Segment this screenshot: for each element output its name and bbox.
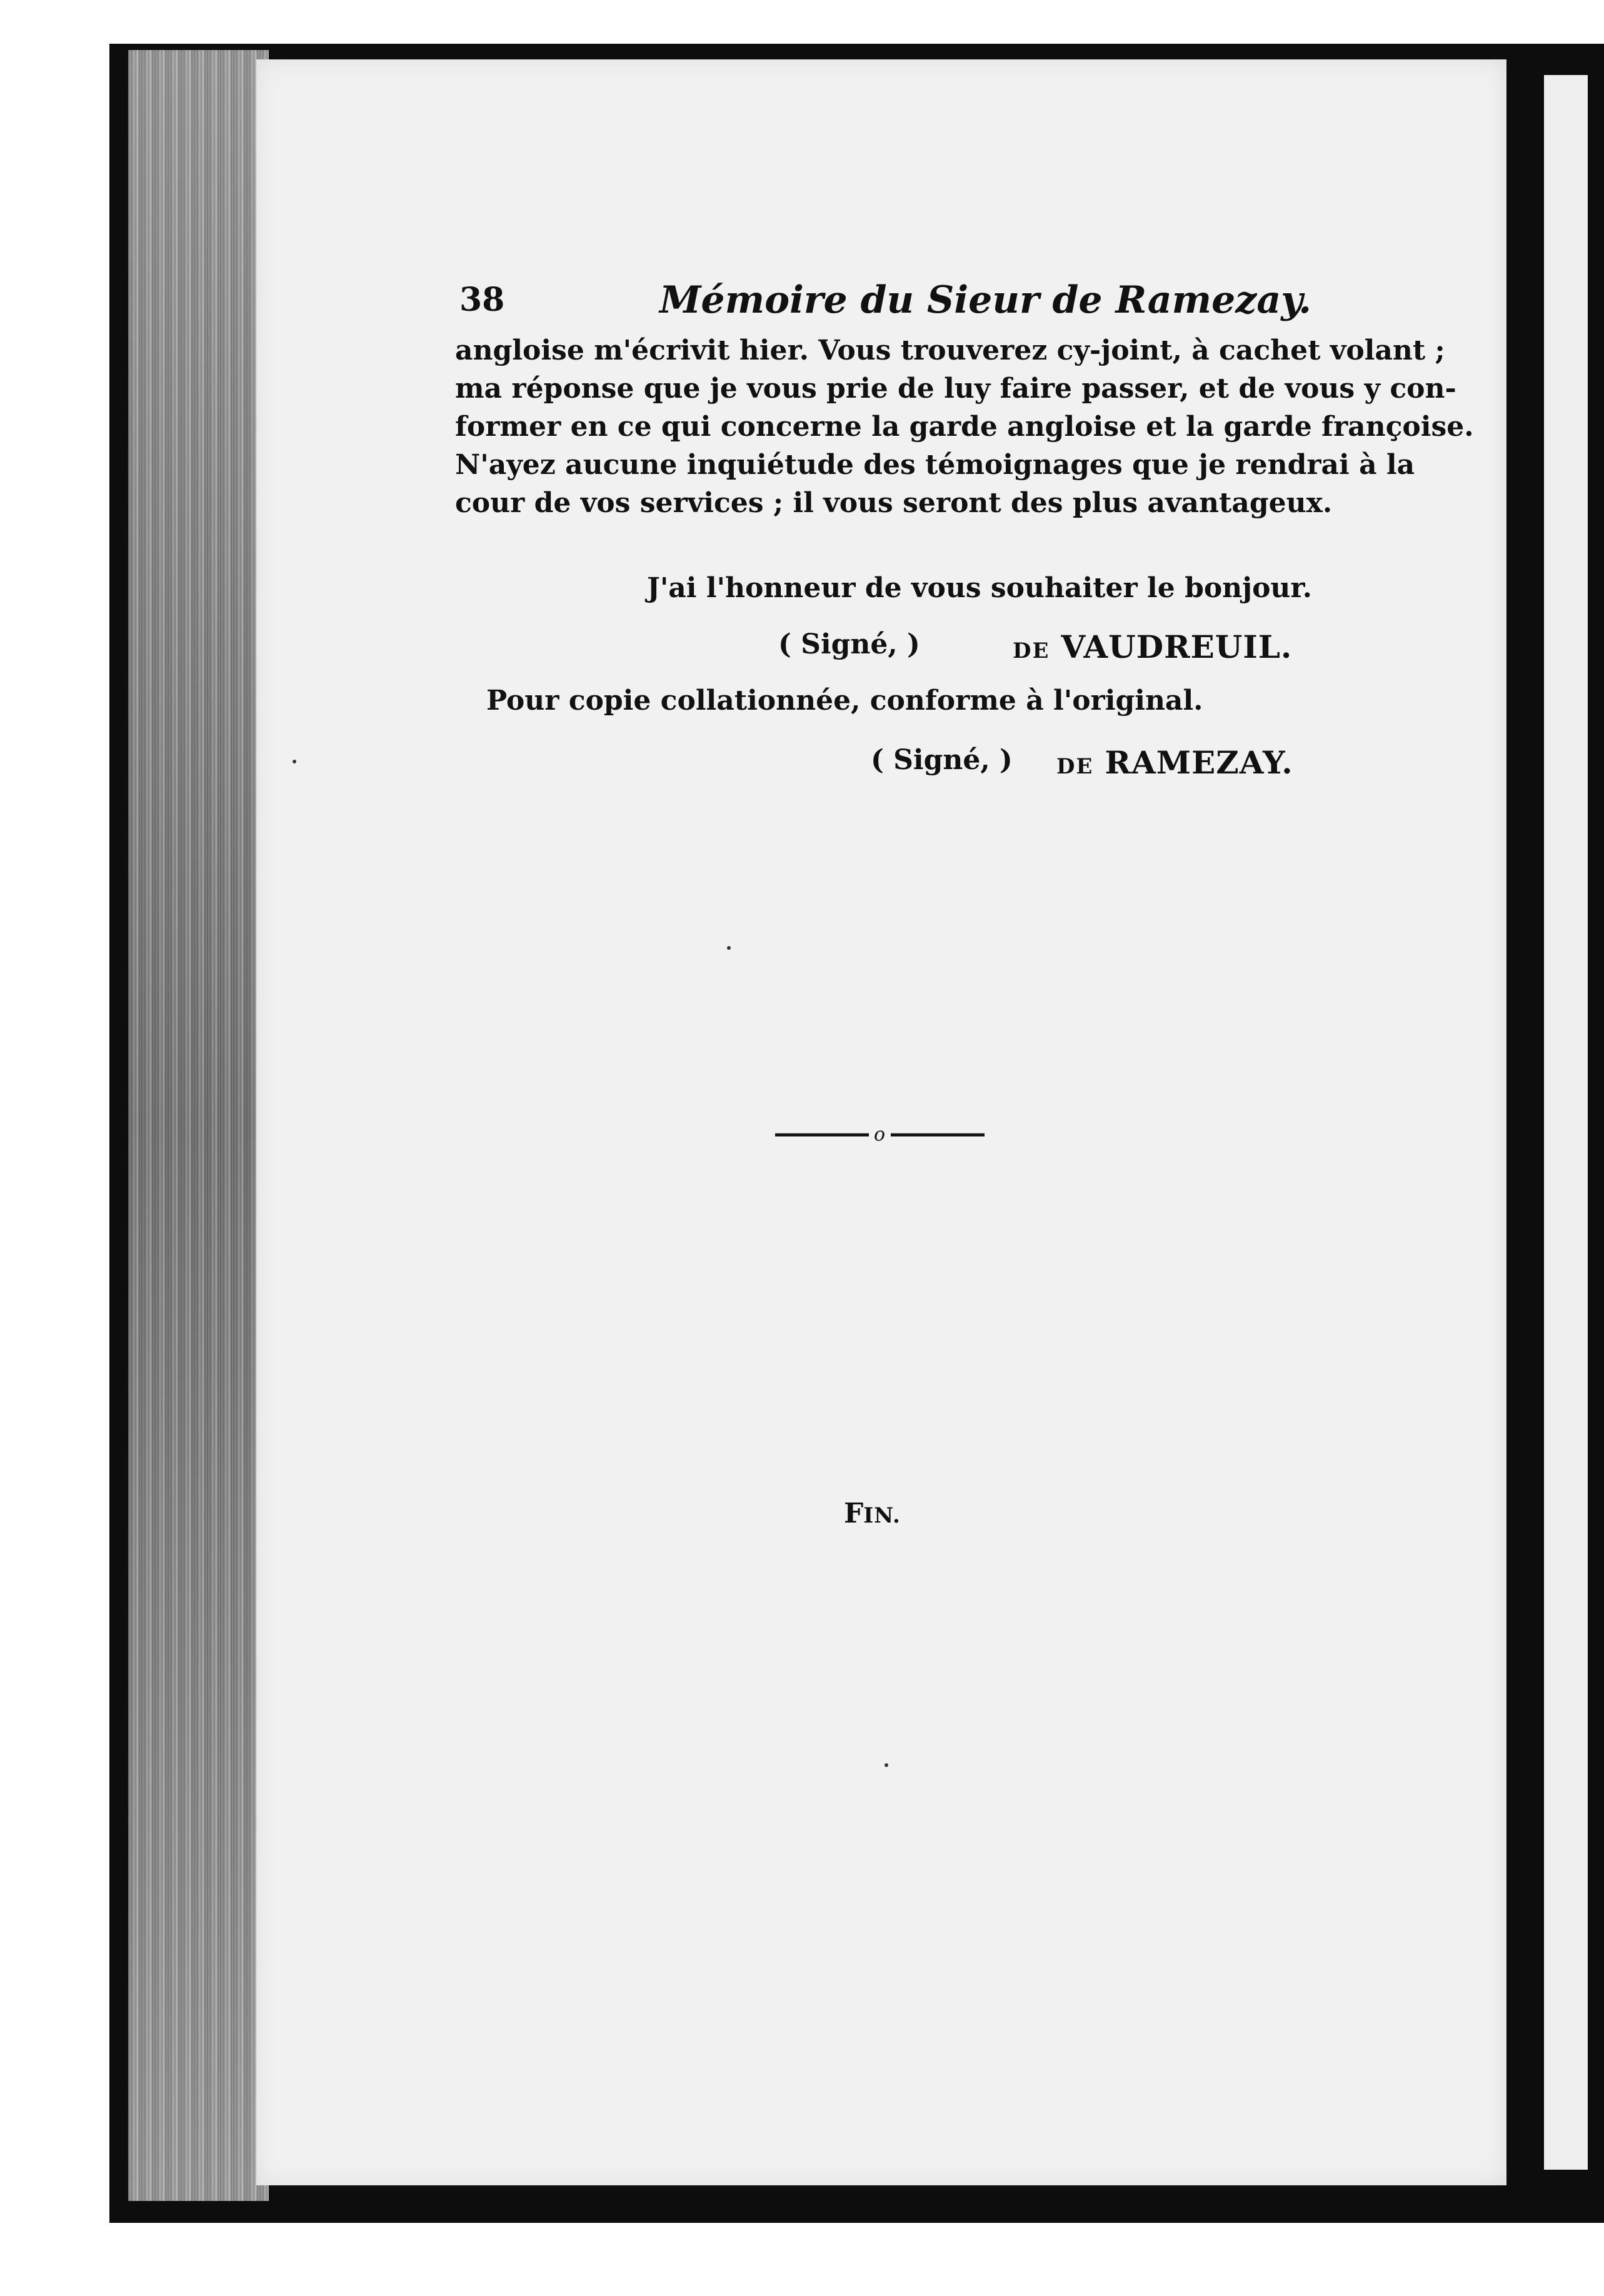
- copy-certification: Pour copie collationnée, conforme à l'original.: [486, 685, 1203, 717]
- signature-2-name: [1056, 744, 1293, 781]
- body-paragraph: [455, 331, 1474, 522]
- signature-2-particle: DE: [1056, 754, 1094, 779]
- signature-1-particle: DE: [1013, 638, 1050, 663]
- fin-initial: F: [844, 1498, 864, 1529]
- book-page-edge: [128, 50, 269, 2201]
- fin-rest: IN.: [863, 1503, 901, 1528]
- page-header: [459, 275, 1316, 325]
- facing-page-strip: [1544, 75, 1588, 2170]
- signature-2-surname: RAMEZAY.: [1105, 744, 1293, 781]
- print-speck: [293, 760, 296, 763]
- fin-label: [844, 1498, 901, 1529]
- body-line: former en ce qui concerne la garde angloise et la garde françoise.: [455, 411, 1474, 443]
- print-speck: [885, 1763, 888, 1767]
- signature-2-signe: ( Signé, ): [871, 744, 1013, 776]
- signature-1-surname: VAUDREUIL.: [1061, 628, 1293, 665]
- running-title: Mémoire du Sieur de Ramezay.: [659, 278, 1312, 322]
- body-line: angloise m'écrivit hier. Vous trouverez cy-joint, à cachet volant ;: [455, 335, 1445, 366]
- body-line: cour de vos services ; il vous seront des plus avantageux.: [455, 487, 1333, 519]
- signature-1-name: [1013, 628, 1292, 665]
- closing-salutation: J'ai l'honneur de vous souhaiter le bonjour.: [647, 572, 1312, 604]
- page-number: 38: [459, 281, 505, 319]
- section-divider: [775, 1125, 985, 1144]
- body-line: N'ayez aucune inquiétude des témoignages que je rendrai à la: [455, 449, 1415, 481]
- body-line: ma réponse que je vous prie de luy faire passer, et de vous y con-: [455, 373, 1456, 405]
- print-speck: [727, 946, 731, 950]
- divider-mark: o: [873, 1125, 886, 1144]
- signature-1-signe: ( Signé, ): [778, 628, 920, 660]
